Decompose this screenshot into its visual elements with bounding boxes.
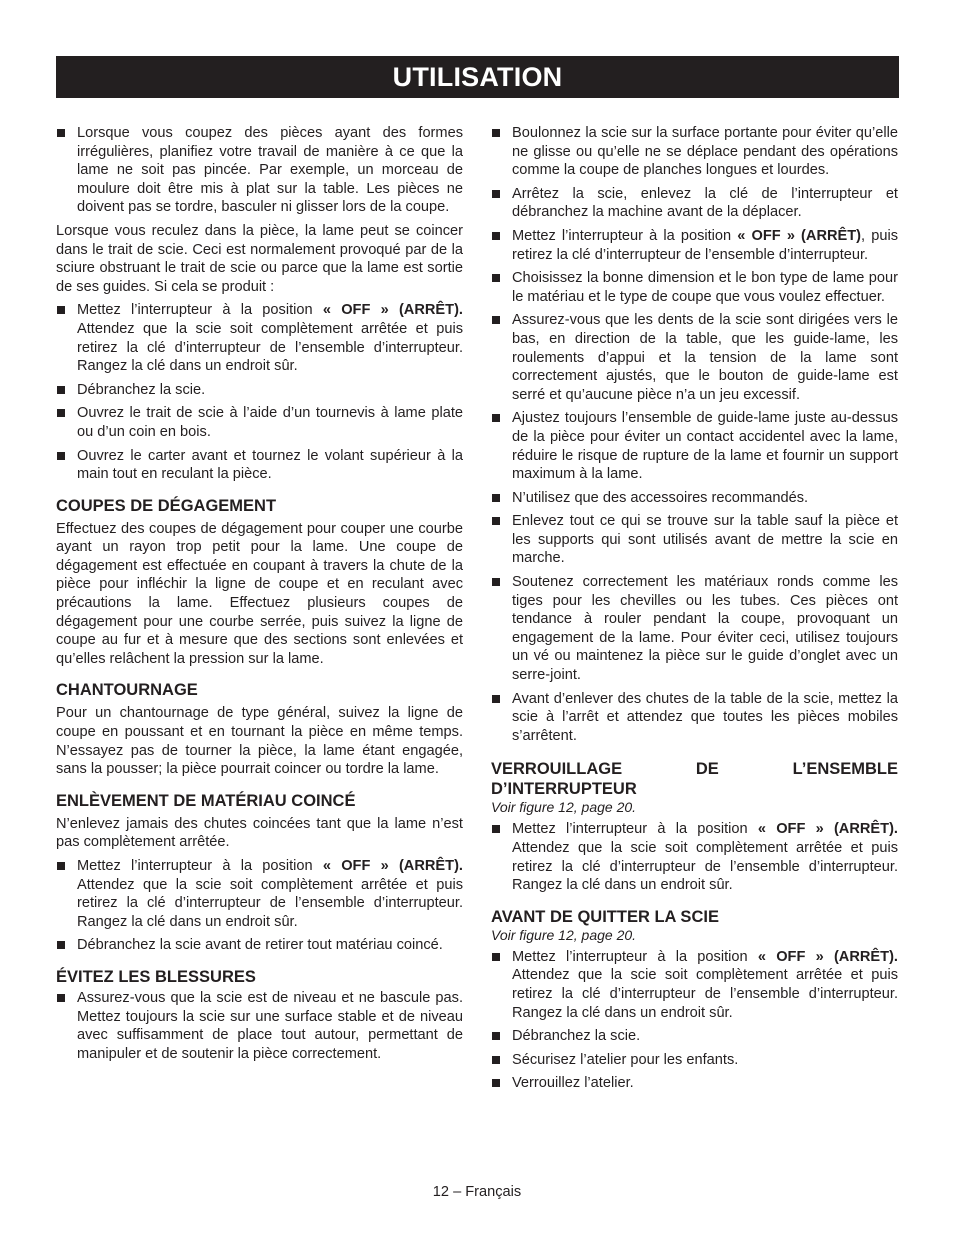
list-item: Enlevez tout ce qui se trouve sur la table sauf la pièce et les supports qui sont utilisés avant de mettre la scie en marche. <box>491 512 898 568</box>
square-bullet-icon <box>492 578 500 586</box>
section-heading-contour: CHANTOURNAGE <box>56 681 198 700</box>
list-item: Débranchez la scie avant de retirer tout matériau coincé. <box>56 936 463 955</box>
jammed-text: N’enlevez jamais des chutes coincées tant que la lame n’est pas complètement arrêtée. <box>56 815 463 851</box>
list-item: Ouvrez le carter avant et tournez le volant supérieur à la main tout en reculant la pièce. <box>56 447 463 484</box>
list-item: Mettez l’interrupteur à la position « OFF » (ARRÊT). Attendez que la scie soit complètement arrêtée et puis retirez la clé d’interrupteur de l’ensemble d’interrupteur. Rangez la clé dans un endroit sûr. <box>491 948 898 1022</box>
intro-bullet-list <box>56 124 463 217</box>
jam-paragraph: Lorsque vous reculez dans la pièce, la lame peut se coincer dans le trait de scie. Ceci est normalement provoqué par de la sciure obstruant le trait de scie ou parce que la lame est sortie de ses guides. Si cela se produit : <box>56 222 463 295</box>
square-bullet-icon <box>57 452 65 460</box>
figure-reference: Voir figure 12, page 20. <box>491 799 637 816</box>
square-bullet-icon <box>57 409 65 417</box>
square-bullet-icon <box>492 695 500 703</box>
list-item: Mettez l’interrupteur à la position « OFF » (ARRÊT). Attendez que la scie soit complètement arrêtée et puis retirez la clé d’interrupteur de l’ensemble d’interrupteur. Rangez la clé dans un endroit sûr. <box>491 820 898 894</box>
square-bullet-icon <box>492 494 500 502</box>
square-bullet-icon <box>492 129 500 137</box>
list-item: Verrouillez l’atelier. <box>491 1074 898 1093</box>
list-item: Ajustez toujours l’ensemble de guide-lame juste au-dessus de la pièce pour éviter un contact accidentel avec la lame, réduire le risque de rupture de la lame et fournir un support maximum à la lame. <box>491 409 898 483</box>
square-bullet-icon <box>57 129 65 137</box>
list-item: Assurez-vous que les dents de la scie sont dirigées vers le bas, en direction de la table, que les guide-lame, les roulements d’appui et la tension de la lame sont correctement ajustés, que le bouton de guide-lame est serré et qu’aucune pièce n’a un jeu excessif. <box>491 311 898 404</box>
square-bullet-icon <box>492 1032 500 1040</box>
square-bullet-icon <box>492 274 500 282</box>
list-item: Débranchez la scie. <box>491 1027 898 1046</box>
right-column <box>491 124 898 1098</box>
square-bullet-icon <box>492 190 500 198</box>
page-title-banner: UTILISATION <box>56 56 899 98</box>
injury-bullet-list <box>56 989 463 1063</box>
square-bullet-icon <box>57 386 65 394</box>
section-heading-switch-lock: VERROUILLAGE DE L’ENSEMBLE D’INTERRUPTEUR <box>491 760 898 799</box>
square-bullet-icon <box>492 414 500 422</box>
list-item: Avant d’enlever des chutes de la table de la scie, mettez la scie à l’arrêt et attendez que toutes les pièces mobiles s’arrêtent. <box>491 690 898 746</box>
jam-bullet-list <box>56 301 463 483</box>
list-item: Choisissez la bonne dimension et le bon type de lame pour le matériau et le type de coupe que vous voulez effectuer. <box>491 269 898 306</box>
square-bullet-icon <box>57 306 65 314</box>
section-heading-jammed: ENLÈVEMENT DE MATÉRIAU COINCÉ <box>56 791 356 810</box>
square-bullet-icon <box>57 994 65 1002</box>
list-item: Mettez l’interrupteur à la position « OFF » (ARRÊT). Attendez que la scie soit complètement arrêtée et puis retirez la clé d’interrupteur de l’ensemble d’interrupteur. Rangez la clé dans un endroit sûr. <box>56 301 463 375</box>
square-bullet-icon <box>492 1056 500 1064</box>
switch-lock-bullet-list <box>491 820 898 894</box>
list-item: Lorsque vous coupez des pièces ayant des formes irrégulières, planifiez votre travail de manière à ce que la lame ne soit pas pincée. Par exemple, un morceau de moulure doit être mis à plat sur la table. Les pièces ne doivent pas se tordre, basculer ni glisser lors de la coupe. <box>56 124 463 217</box>
figure-reference: Voir figure 12, page 20. <box>491 926 637 943</box>
list-item: Arrêtez la scie, enlevez la clé de l’interrupteur et débranchez la machine avant de la déplacer. <box>491 185 898 222</box>
section-heading-relief-cuts: COUPES DE DÉGAGEMENT <box>56 496 277 515</box>
contour-text: Pour un chantournage de type général, suivez la ligne de coupe en poussant et en tournant la pièce en même temps. N’essayez pas de tourner la pièce, la lame étant engagée, sans la pousser; la pièce pourrait coincer ou tordre la lame. <box>56 705 463 778</box>
jammed-bullet-list <box>56 857 463 955</box>
safety-bullet-list <box>491 124 898 745</box>
square-bullet-icon <box>57 941 65 949</box>
list-item: Ouvrez le trait de scie à l’aide d’un tournevis à lame plate ou d’un coin en bois. <box>56 404 463 441</box>
list-item: Boulonnez la scie sur la surface portante pour éviter qu’elle ne glisse ou qu’elle ne se déplace pendant des opérations comme la coupe de planches longues et lourdes. <box>491 124 898 180</box>
list-item: Sécurisez l’atelier pour les enfants. <box>491 1051 898 1070</box>
list-item: Mettez l’interrupteur à la position « OFF » (ARRÊT), puis retirez la clé d’interrupteur de l’ensemble d’interrupteur. <box>491 227 898 264</box>
list-item: Assurez-vous que la scie est de niveau et ne bascule pas. Mettez toujours la scie sur une surface stable et de niveau avec suffisamment de place tout autour, permettant de manipuler et de soutenir la pièce correctement. <box>56 989 463 1063</box>
relief-cuts-text: Effectuez des coupes de dégagement pour couper une courbe ayant un rayon trop petit pour la lame. Une coupe de dégagement est effectuée en coupant à travers la chute de la pièce pour infléchir la ligne de coupe et en reculant avec précautions la lame. Effectuez plusieurs coupes de dégagement pour une courbe serrée, puis suivez la ligne de coupe au fur et à mesure que des sections sont enlevées et qu’elles relâchent la pression sur la lame. <box>56 520 463 667</box>
list-item: Soutenez correctement les matériaux ronds comme les tiges pour les chevilles ou les tubes. Ces pièces ont tendance à rouler pendant la coupe, provoquant un engagement de la lame. Pour éviter ceci, utilisez toujours un vé ou maintenez la pièce sur le guide d’onglet avec un serre-joint. <box>491 573 898 685</box>
square-bullet-icon <box>492 232 500 240</box>
list-item: N’utilisez que des accessoires recommandés. <box>491 489 898 508</box>
square-bullet-icon <box>492 517 500 525</box>
leaving-bullet-list <box>491 948 898 1093</box>
square-bullet-icon <box>492 316 500 324</box>
square-bullet-icon <box>492 953 500 961</box>
page-footer: 12 – Français <box>432 1184 522 1200</box>
square-bullet-icon <box>492 1079 500 1087</box>
square-bullet-icon <box>57 862 65 870</box>
list-item: Mettez l’interrupteur à la position « OFF » (ARRÊT). Attendez que la scie soit complètement arrêtée et puis retirez la clé d’interrupteur de l’ensemble d’interrupteur. Rangez la clé dans un endroit sûr. <box>56 857 463 931</box>
section-heading-leaving: AVANT DE QUITTER LA SCIE <box>491 907 719 926</box>
section-heading-injury: ÉVITEZ LES BLESSURES <box>56 967 256 986</box>
list-item: Débranchez la scie. <box>56 381 463 400</box>
left-column <box>56 124 463 1068</box>
square-bullet-icon <box>492 825 500 833</box>
